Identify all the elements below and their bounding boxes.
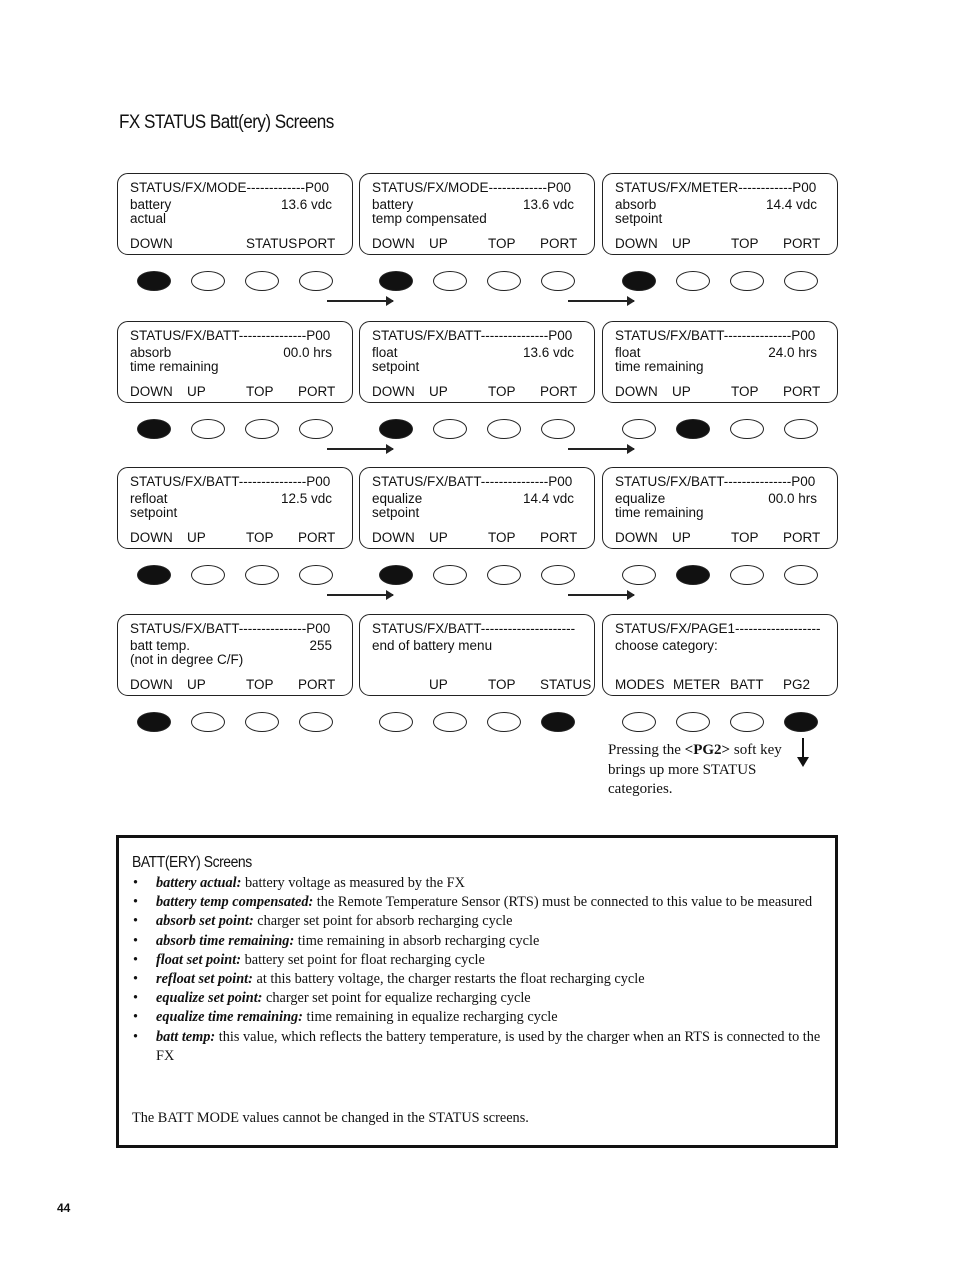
soft-key-button[interactable] [676, 712, 710, 732]
soft-key-label: UP [187, 530, 206, 545]
soft-key-label: DOWN [615, 384, 658, 399]
soft-key-button[interactable] [622, 712, 656, 732]
lcd-screen [117, 173, 353, 255]
soft-key-label: UP [187, 677, 206, 692]
soft-key-button[interactable] [191, 565, 225, 585]
soft-key-label: PORT [298, 530, 336, 545]
info-list-item [132, 874, 822, 893]
bullet-icon: • [133, 990, 139, 1007]
soft-key-label: TOP [731, 384, 759, 399]
info-description: battery set point for float recharging cycle [241, 951, 485, 968]
soft-key-label: DOWN [615, 236, 658, 251]
soft-key-label: STATUS [246, 236, 298, 251]
soft-key-label: UP [672, 530, 691, 545]
soft-key-button[interactable] [299, 419, 333, 439]
soft-key-button[interactable] [299, 712, 333, 732]
bullet-icon: • [133, 894, 139, 911]
soft-key-label: DOWN [130, 236, 173, 251]
soft-key-label: METER [673, 677, 721, 692]
info-description: time remaining in absorb recharging cycle [294, 932, 540, 949]
screen-sublabel: setpoint [372, 505, 420, 520]
soft-key-label: TOP [488, 384, 516, 399]
page-number: 44 [57, 1201, 71, 1215]
soft-key-button[interactable] [433, 419, 467, 439]
battery-info-box [116, 835, 838, 1148]
note-text-suffix: soft key [730, 742, 782, 758]
soft-key-button[interactable] [784, 565, 818, 585]
soft-key-button[interactable] [541, 419, 575, 439]
soft-key-button[interactable] [379, 712, 413, 732]
screen-value: 00.0 hrs [283, 345, 332, 360]
screen-header: STATUS/FX/BATT---------------P00 [130, 474, 331, 489]
info-term: batt temp: [156, 1028, 216, 1045]
flow-arrow-icon [568, 448, 634, 450]
soft-key-label: PG2 [783, 677, 811, 692]
soft-key-label: TOP [488, 236, 516, 251]
screen-sublabel: setpoint [372, 359, 420, 374]
soft-key-button[interactable] [541, 271, 575, 291]
lcd-screen [117, 614, 353, 696]
soft-key-label: TOP [731, 236, 759, 251]
soft-key-label: MODES [615, 677, 665, 692]
soft-key-button[interactable] [137, 565, 171, 585]
note-key-label: <PG2> [684, 742, 731, 758]
soft-key-label: UP [429, 384, 448, 399]
screen-label: choose category: [615, 638, 718, 653]
lcd-screen [602, 173, 838, 255]
soft-key-button[interactable] [487, 271, 521, 291]
lcd-screen [602, 467, 838, 549]
info-list-item [132, 951, 822, 970]
screen-header: STATUS/FX/MODE-------------P00 [130, 180, 329, 195]
soft-key-label: PORT [540, 236, 578, 251]
soft-key-label: DOWN [130, 677, 173, 692]
soft-key-label: PORT [540, 530, 578, 545]
flow-arrow-icon [327, 300, 393, 302]
soft-key-label: DOWN [372, 384, 415, 399]
info-list-item [132, 932, 822, 951]
info-description: charger set point for absorb recharging cycle [253, 913, 513, 930]
screen-header: STATUS/FX/BATT---------------P00 [372, 328, 573, 343]
soft-key-button[interactable] [379, 565, 413, 585]
info-list-item [132, 970, 822, 989]
screen-label: float [615, 345, 641, 360]
bullet-icon: • [133, 913, 139, 930]
note-line-2: brings up more STATUS [608, 761, 757, 778]
soft-key-label: UP [187, 384, 206, 399]
soft-key-button[interactable] [137, 712, 171, 732]
soft-key-button[interactable] [379, 419, 413, 439]
screen-header: STATUS/FX/BATT---------------P00 [130, 621, 331, 636]
soft-key-button[interactable] [299, 565, 333, 585]
info-list [132, 874, 822, 1066]
screen-header: STATUS/FX/BATT---------------P00 [372, 474, 573, 489]
info-term: battery temp compensated: [156, 894, 314, 911]
screen-header: STATUS/FX/BATT--------------------- [372, 621, 576, 636]
info-description: this value, which reflects the battery temperature, is used by the charger when an RTS is connected to the FX [156, 1028, 821, 1064]
screen-label: battery [130, 197, 172, 212]
soft-key-button[interactable] [433, 712, 467, 732]
soft-key-label: PORT [783, 384, 821, 399]
screen-header: STATUS/FX/BATT---------------P00 [130, 328, 331, 343]
screen-sublabel: time remaining [130, 359, 219, 374]
page-title: FX STATUS Batt(ery) Screens [119, 112, 334, 133]
soft-key-label: PORT [540, 384, 578, 399]
flow-arrow-icon [568, 300, 634, 302]
screen-value: 13.6 vdc [522, 197, 574, 212]
info-description: the Remote Temperature Sensor (RTS) must be connected to this value to be measured [313, 894, 813, 911]
soft-key-label: DOWN [372, 530, 415, 545]
soft-key-label: UP [672, 236, 691, 251]
soft-key-label: DOWN [130, 384, 173, 399]
info-term: battery actual: [156, 875, 242, 891]
soft-key-button[interactable] [433, 565, 467, 585]
soft-key-button[interactable] [622, 565, 656, 585]
bullet-icon: • [133, 951, 139, 968]
screen-label: equalize [615, 491, 666, 506]
screen-value: 00.0 hrs [768, 491, 817, 506]
screen-label: absorb [615, 197, 657, 212]
soft-key-button[interactable] [191, 419, 225, 439]
lcd-screen [359, 467, 595, 549]
soft-key-button[interactable] [191, 271, 225, 291]
lcd-screen [117, 321, 353, 403]
flow-arrow-icon [327, 594, 393, 596]
soft-key-label: PORT [298, 384, 336, 399]
screen-label: equalize [372, 491, 423, 506]
info-list-item [132, 989, 822, 1008]
screen-value: 24.0 hrs [768, 345, 817, 360]
info-description: at this battery voltage, the charger restarts the float recharging cycle [252, 971, 645, 988]
soft-key-button[interactable] [137, 419, 171, 439]
soft-key-label: UP [429, 677, 448, 692]
soft-key-button[interactable] [676, 565, 710, 585]
down-arrow-icon [796, 738, 810, 768]
info-description: charger set point for equalize recharging cycle [262, 990, 531, 1007]
note-line-3: categories. [608, 781, 673, 797]
soft-key-button[interactable] [379, 271, 413, 291]
screen-sublabel: time remaining [615, 505, 704, 520]
screen-label: battery [372, 197, 414, 212]
soft-key-button[interactable] [487, 712, 521, 732]
soft-key-label: TOP [246, 677, 274, 692]
info-list-item [132, 1028, 822, 1066]
soft-key-button[interactable] [622, 271, 656, 291]
info-term: float set point: [156, 951, 241, 968]
soft-key-label: DOWN [372, 236, 415, 251]
screen-header: STATUS/FX/BATT---------------P00 [615, 474, 816, 489]
screen-value: 14.4 vdc [522, 491, 574, 506]
lcd-screen [359, 614, 595, 696]
note-text-prefix: Pressing the [608, 742, 685, 758]
screen-value: 255 [309, 638, 332, 653]
soft-key-label: TOP [246, 384, 274, 399]
soft-key-label: PORT [783, 236, 821, 251]
soft-key-button[interactable] [784, 271, 818, 291]
bullet-icon: • [133, 1009, 139, 1026]
soft-key-button[interactable] [245, 565, 279, 585]
screen-sublabel: (not in degree C/F) [130, 652, 244, 667]
soft-key-button[interactable] [487, 565, 521, 585]
soft-key-button[interactable] [541, 712, 575, 732]
soft-key-button[interactable] [676, 271, 710, 291]
soft-key-button[interactable] [245, 419, 279, 439]
soft-key-label: UP [429, 530, 448, 545]
bullet-icon: • [133, 971, 139, 988]
flow-arrow-icon [327, 448, 393, 450]
soft-key-label: TOP [246, 530, 274, 545]
soft-key-button[interactable] [433, 271, 467, 291]
screen-sublabel: temp compensated [372, 211, 487, 226]
screen-value: 14.4 vdc [765, 197, 817, 212]
screen-label: refloat [130, 491, 168, 506]
soft-key-label: PORT [298, 677, 336, 692]
info-list-item [132, 893, 822, 912]
soft-key-label: DOWN [615, 530, 658, 545]
soft-key-button[interactable] [245, 271, 279, 291]
screen-sublabel: time remaining [615, 359, 704, 374]
info-term: equalize set point: [156, 990, 263, 1007]
soft-key-label: UP [429, 236, 448, 251]
screen-header: STATUS/FX/MODE-------------P00 [372, 180, 571, 195]
screen-label: float [372, 345, 398, 360]
bullet-icon: • [133, 1028, 139, 1045]
bullet-icon: • [133, 875, 139, 891]
info-description: battery voltage as measured by the FX [241, 875, 465, 891]
soft-key-button[interactable] [191, 712, 225, 732]
screen-value: 13.6 vdc [280, 197, 332, 212]
soft-key-label: STATUS [540, 677, 592, 692]
screen-label: end of battery menu [372, 638, 493, 653]
soft-key-button[interactable] [784, 419, 818, 439]
screen-value: 12.5 vdc [280, 491, 332, 506]
lcd-screen [359, 173, 595, 255]
screen-label: absorb [130, 345, 172, 360]
lcd-screen [602, 614, 838, 696]
info-term: absorb time remaining: [156, 932, 295, 949]
bullet-icon: • [133, 932, 139, 949]
soft-key-button[interactable] [676, 419, 710, 439]
lcd-screen [359, 321, 595, 403]
screen-header: STATUS/FX/BATT---------------P00 [615, 328, 816, 343]
screen-value: 13.6 vdc [522, 345, 574, 360]
screen-sublabel: setpoint [615, 211, 663, 226]
soft-key-label: DOWN [130, 530, 173, 545]
soft-key-label: PORT [783, 530, 821, 545]
info-footer-note: The BATT MODE values cannot be changed in the STATUS screens. [132, 1110, 529, 1126]
soft-key-label: UP [672, 384, 691, 399]
info-list-item [132, 912, 822, 931]
flow-arrow-icon [568, 594, 634, 596]
soft-key-button[interactable] [487, 419, 521, 439]
soft-key-button[interactable] [541, 565, 575, 585]
soft-key-button[interactable] [730, 565, 764, 585]
info-description: time remaining in equalize recharging cycle [302, 1009, 558, 1026]
soft-key-label: BATT [730, 677, 764, 692]
soft-key-button[interactable] [137, 271, 171, 291]
screen-sublabel: actual [130, 211, 167, 226]
lcd-screen [602, 321, 838, 403]
info-term: equalize time remaining: [156, 1009, 303, 1026]
soft-key-label: TOP [731, 530, 759, 545]
soft-key-button[interactable] [299, 271, 333, 291]
soft-key-label: TOP [488, 530, 516, 545]
lcd-screen [117, 467, 353, 549]
soft-key-button[interactable] [784, 712, 818, 732]
soft-key-label: PORT [298, 236, 336, 251]
screen-header: STATUS/FX/METER------------P00 [615, 180, 817, 195]
info-term: absorb set point: [156, 913, 254, 930]
screen-sublabel: setpoint [130, 505, 178, 520]
info-title: BATT(ERY) Screens [132, 854, 252, 871]
info-term: refloat set point: [156, 971, 253, 988]
soft-key-button[interactable] [245, 712, 279, 732]
pg2-note [608, 741, 800, 800]
soft-key-button[interactable] [730, 712, 764, 732]
soft-key-label: TOP [488, 677, 516, 692]
screen-header: STATUS/FX/PAGE1------------------- [615, 621, 821, 636]
soft-key-button[interactable] [730, 419, 764, 439]
soft-key-button[interactable] [622, 419, 656, 439]
info-list-item [132, 1008, 822, 1027]
soft-key-button[interactable] [730, 271, 764, 291]
screen-label: batt temp. [130, 638, 191, 653]
